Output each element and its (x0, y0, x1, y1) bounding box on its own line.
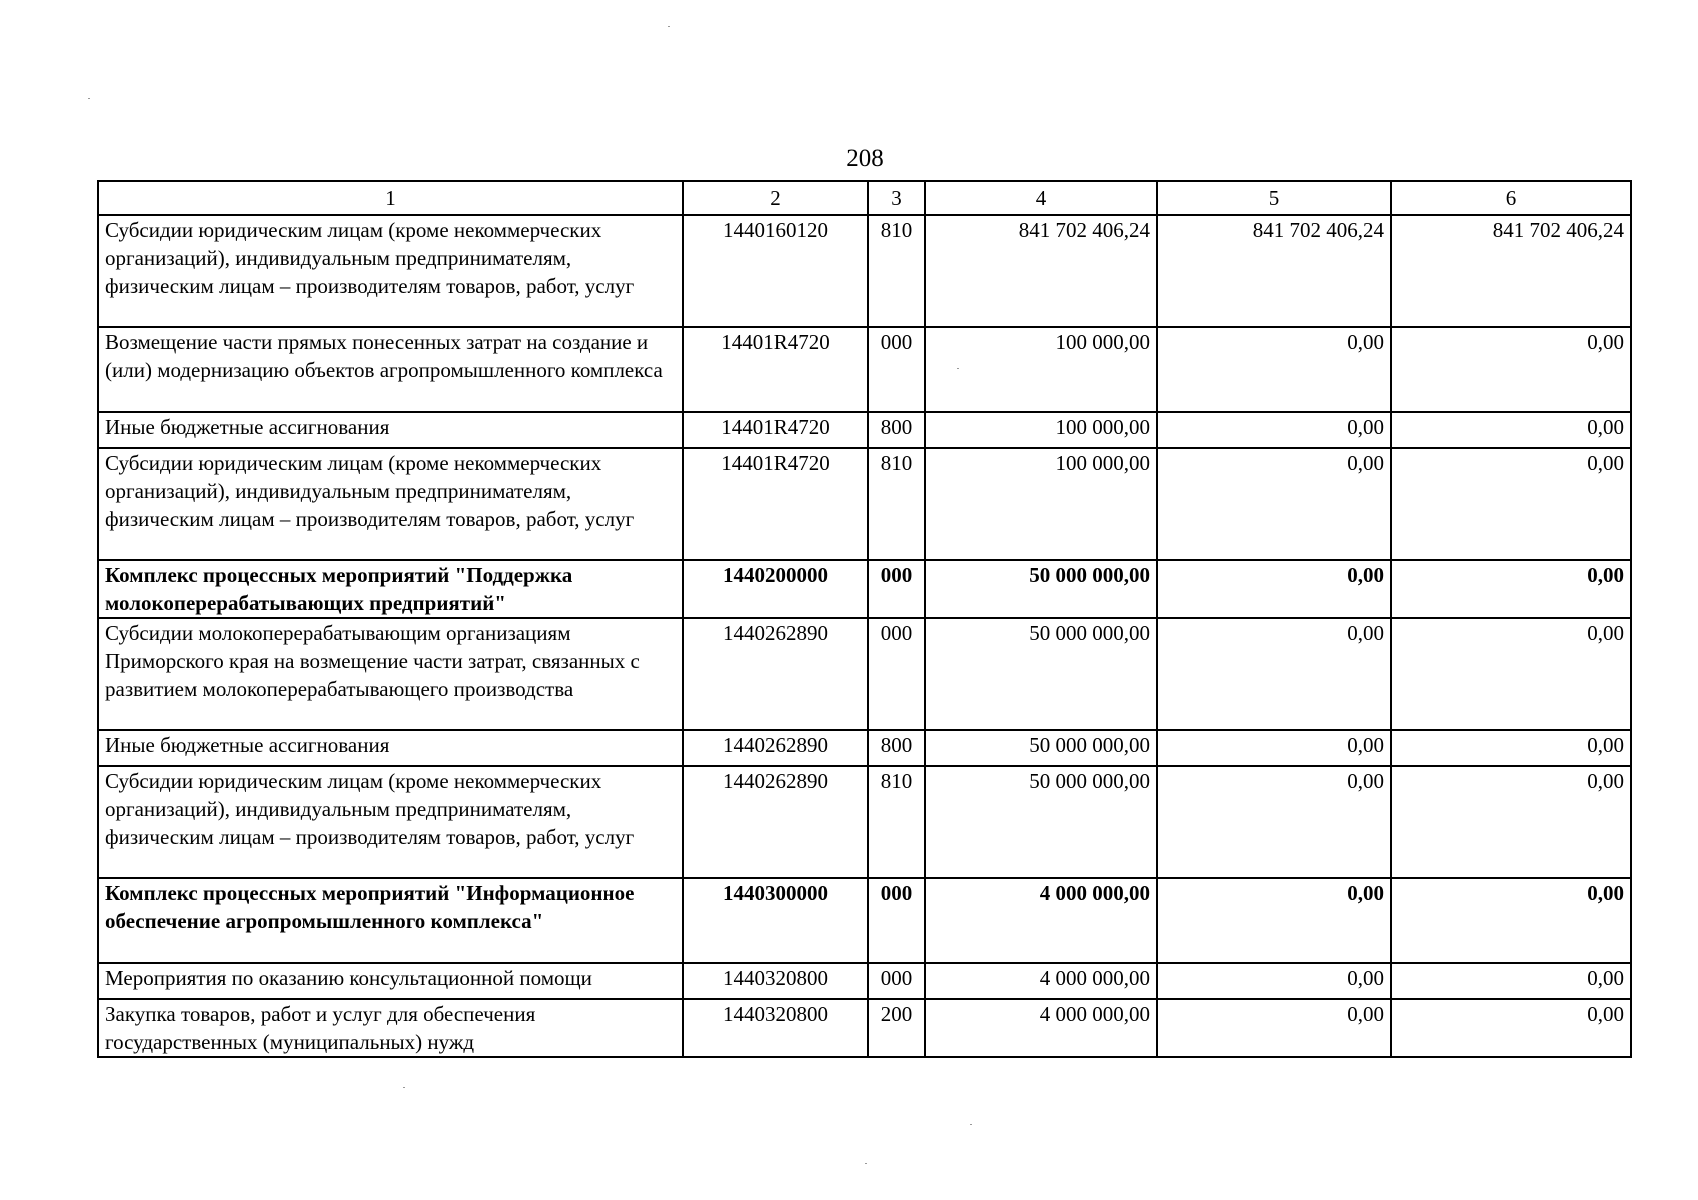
row-expense-type: 800 (868, 730, 925, 766)
table-header-row (98, 181, 1631, 215)
row-value-col4: 50 000 000,00 (925, 766, 1157, 878)
row-value-col6: 0,00 (1391, 412, 1631, 448)
row-code: 14401R4720 (683, 412, 868, 448)
header-col-2: 2 (683, 181, 868, 215)
row-code: 1440320800 (683, 963, 868, 999)
row-value-col5: 0,00 (1157, 560, 1391, 618)
row-code: 1440200000 (683, 560, 868, 618)
row-name: Мероприятия по оказанию консультационной помощи (98, 963, 683, 999)
table-row (98, 412, 1631, 448)
row-code: 14401R4720 (683, 448, 868, 560)
header-col-6: 6 (1391, 181, 1631, 215)
scan-speck (865, 1163, 867, 1164)
table-row (98, 999, 1631, 1057)
row-expense-type: 810 (868, 215, 925, 327)
row-value-col6: 0,00 (1391, 327, 1631, 412)
row-expense-type: 200 (868, 999, 925, 1057)
table-row (98, 730, 1631, 766)
row-name: Иные бюджетные ассигнования (98, 412, 683, 448)
row-value-col6: 0,00 (1391, 618, 1631, 730)
row-expense-type: 000 (868, 327, 925, 412)
scan-speck (668, 26, 670, 27)
row-value-col4: 100 000,00 (925, 327, 1157, 412)
row-code: 1440160120 (683, 215, 868, 327)
table-row (98, 766, 1631, 878)
row-value-col6: 0,00 (1391, 963, 1631, 999)
row-expense-type: 810 (868, 448, 925, 560)
row-expense-type: 000 (868, 878, 925, 963)
row-value-col6: 0,00 (1391, 878, 1631, 963)
row-code: 1440320800 (683, 999, 868, 1057)
row-name: Иные бюджетные ассигнования (98, 730, 683, 766)
table-row (98, 878, 1631, 963)
row-expense-type: 810 (868, 766, 925, 878)
budget-table (97, 180, 1632, 1058)
row-value-col4: 841 702 406,24 (925, 215, 1157, 327)
row-value-col6: 841 702 406,24 (1391, 215, 1631, 327)
row-value-col4: 4 000 000,00 (925, 999, 1157, 1057)
row-expense-type: 000 (868, 560, 925, 618)
header-col-3: 3 (868, 181, 925, 215)
scan-speck (403, 1087, 405, 1088)
row-value-col5: 0,00 (1157, 878, 1391, 963)
row-value-col5: 0,00 (1157, 730, 1391, 766)
row-value-col5: 0,00 (1157, 448, 1391, 560)
table-row (98, 448, 1631, 560)
row-value-col5: 0,00 (1157, 999, 1391, 1057)
row-expense-type: 000 (868, 618, 925, 730)
row-value-col6: 0,00 (1391, 560, 1631, 618)
row-value-col4: 4 000 000,00 (925, 878, 1157, 963)
row-value-col6: 0,00 (1391, 999, 1631, 1057)
row-value-col5: 0,00 (1157, 618, 1391, 730)
row-expense-type: 000 (868, 963, 925, 999)
table-row (98, 963, 1631, 999)
row-code: 14401R4720 (683, 327, 868, 412)
row-value-col5: 0,00 (1157, 327, 1391, 412)
row-value-col4: 100 000,00 (925, 412, 1157, 448)
row-value-col6: 0,00 (1391, 766, 1631, 878)
table-row (98, 618, 1631, 730)
scan-speck (957, 368, 959, 369)
row-value-col6: 0,00 (1391, 730, 1631, 766)
row-value-col4: 4 000 000,00 (925, 963, 1157, 999)
scan-speck (970, 1124, 972, 1125)
row-code: 1440262890 (683, 730, 868, 766)
row-value-col4: 50 000 000,00 (925, 730, 1157, 766)
row-value-col4: 50 000 000,00 (925, 618, 1157, 730)
row-expense-type: 800 (868, 412, 925, 448)
row-value-col5: 0,00 (1157, 963, 1391, 999)
scan-speck (88, 98, 90, 99)
row-value-col5: 0,00 (1157, 412, 1391, 448)
header-col-4: 4 (925, 181, 1157, 215)
row-name: Возмещение части прямых понесенных затрат на создание и (или) модернизацию объектов агропромышленного комплекса (98, 327, 683, 412)
table-row (98, 560, 1631, 618)
row-value-col5: 841 702 406,24 (1157, 215, 1391, 327)
row-value-col5: 0,00 (1157, 766, 1391, 878)
row-value-col4: 100 000,00 (925, 448, 1157, 560)
row-value-col6: 0,00 (1391, 448, 1631, 560)
row-code: 1440300000 (683, 878, 868, 963)
row-value-col4: 50 000 000,00 (925, 560, 1157, 618)
row-name: Комплекс процессных мероприятий "Информационное обеспечение агропромышленного комплекса" (98, 878, 683, 963)
header-col-1: 1 (98, 181, 683, 215)
row-name: Субсидии юридическим лицам (кроме некоммерческих организаций), индивидуальным предпринимателям, физическим лицам – производителям товаров, работ, услуг (98, 766, 683, 878)
row-name: Комплекс процессных мероприятий "Поддержка молокоперерабатывающих предприятий" (98, 560, 683, 618)
row-code: 1440262890 (683, 766, 868, 878)
row-name: Закупка товаров, работ и услуг для обеспечения государственных (муниципальных) нужд (98, 999, 683, 1057)
row-name: Субсидии юридическим лицам (кроме некоммерческих организаций), индивидуальным предпринимателям, физическим лицам – производителям товаров, работ, услуг (98, 215, 683, 327)
row-code: 1440262890 (683, 618, 868, 730)
row-name: Субсидии юридическим лицам (кроме некоммерческих организаций), индивидуальным предпринимателям, физическим лицам – производителям товаров, работ, услуг (98, 448, 683, 560)
table-row (98, 327, 1631, 412)
row-name: Субсидии молокоперерабатывающим организациям Приморского края на возмещение части затрат, связанных с развитием молокоперерабатывающего производства (98, 618, 683, 730)
header-col-5: 5 (1157, 181, 1391, 215)
table-row (98, 215, 1631, 327)
page-number: 208 (846, 145, 884, 172)
